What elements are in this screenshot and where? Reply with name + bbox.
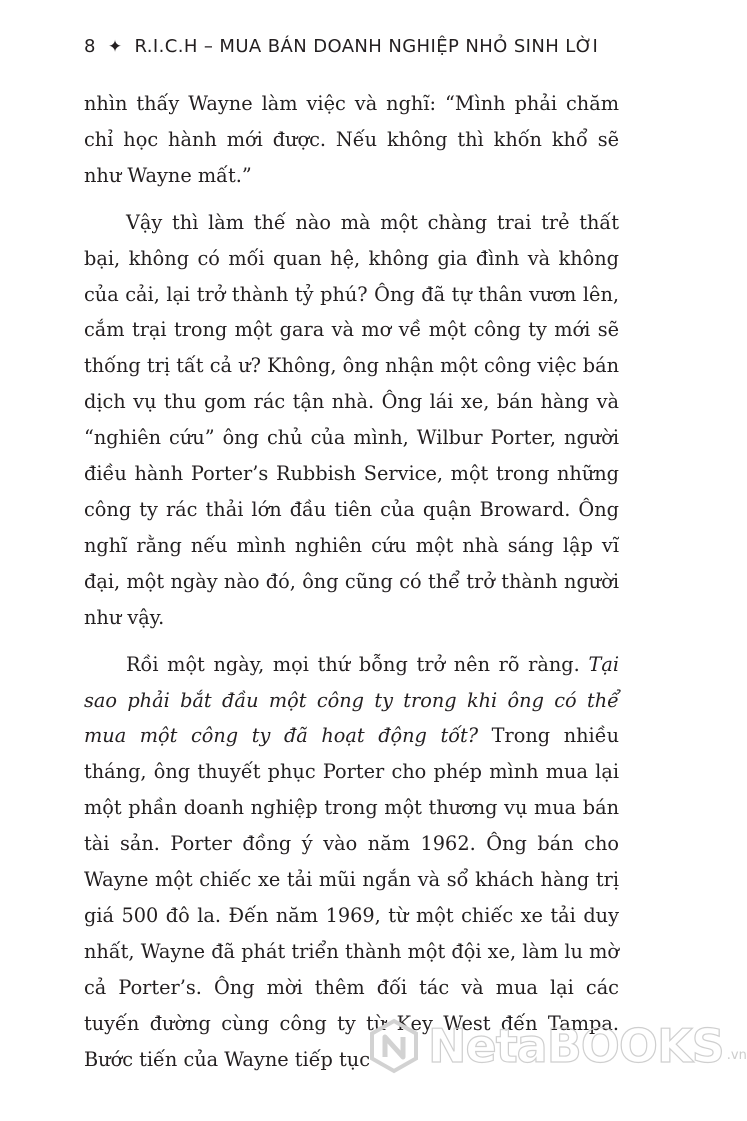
watermark-brand: NetaBOOKS <box>428 1019 724 1073</box>
star-separator-icon: ✦ <box>107 36 123 57</box>
paragraph-3-italic: Tại sao phải bắt đầu một công ty trong khi ông có thể mua một công ty đã hoạt động tốt? <box>84 652 619 748</box>
running-header <box>84 36 624 57</box>
n-hexagon-logo-icon <box>366 1018 422 1074</box>
watermark <box>366 1018 747 1074</box>
paragraph-3 <box>84 647 619 1078</box>
watermark-suffix: .vn <box>726 1047 747 1063</box>
paragraph-2: Vậy thì làm thế nào mà một chàng trai trẻ thất bại, không có mối quan hệ, không gia đình và không của cải, lại trở thành tỷ phú? Ông đã tự thân vươn lên, cắm trại trong một gara và mơ về một công ty mới sẽ thống trị tất cả ư? Không, ông nhận một công việc bán dịch vụ thu gom rác tận nhà. Ông lái xe, bán hàng và “nghiên cứu” ông chủ của mình, Wilbur Porter, người điều hành Porter’s Rubbish Service, một trong những công ty rác thải lớn đầu tiên của quận Broward. Ông nghĩ rằng nếu mình nghiên cứu một nhà sáng lập vĩ đại, một ngày nào đó, ông cũng có thể trở thành người như vậy. <box>84 210 619 629</box>
running-title: R.I.C.H – MUA BÁN DOANH NGHIỆP NHỎ SINH LỜI <box>134 36 599 57</box>
page-body <box>84 86 619 1077</box>
paragraph-1: nhìn thấy Wayne làm việc và nghĩ: “Mình phải chăm chỉ học hành mới được. Nếu không thì khốn khổ sẽ như Wayne mất.” <box>84 92 619 187</box>
paragraph-3-end: Trong nhiều tháng, ông thuyết phục Porter cho phép mình mua lại một phần doanh nghiệp trong một thương vụ mua bán tài sản. Porter đồng ý vào năm 1962. Ông bán cho Wayne một chiếc xe tải mũi ngắn và sổ khách hàng trị giá 500 đô la. Đến năm 1969, từ một chiếc xe tải duy nhất, Wayne đã phát triển thành một đội xe, làm lu mờ cả Porter’s. Ông mời thêm đối tác và mua lại các tuyến đường cùng công ty từ Key West đến Tampa. Bước tiến của Wayne tiếp tục <box>84 724 619 1071</box>
page-number: 8 <box>84 36 96 57</box>
paragraph-3-start: Rồi một ngày, mọi thứ bỗng trở nên rõ ràng. <box>126 652 589 676</box>
